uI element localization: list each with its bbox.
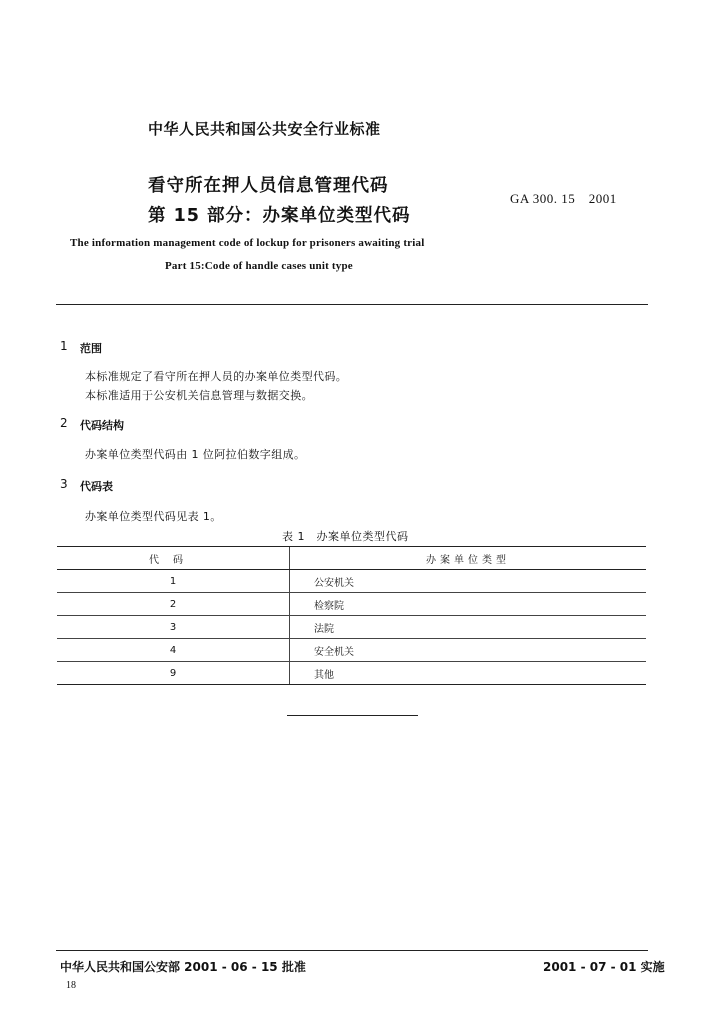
section-1-title: 范围 (80, 342, 102, 355)
cell-unit-type: 其他 (290, 662, 647, 685)
english-title-line1: The information management code of lockup for prisoners awaiting trial (70, 237, 425, 249)
standard-title-line2: 第 15 部分：办案单位类型代码 (148, 206, 411, 226)
org-title: 中华人民共和国公共安全行业标准 (148, 120, 381, 138)
cell-unit-type: 检察院 (290, 593, 647, 616)
cell-code: 1 (57, 570, 290, 593)
standard-code: GA 300. 15 2001 (510, 191, 617, 206)
section-2-title: 代码结构 (80, 419, 124, 432)
top-divider (56, 304, 648, 305)
english-title-line2: Part 15:Code of handle cases unit type (165, 260, 353, 272)
cell-unit-type: 公安机关 (290, 570, 647, 593)
bottom-divider (56, 950, 648, 951)
section-3-paragraph-1: 办案单位类型代码见表 1。 (85, 510, 222, 523)
cell-code: 3 (57, 616, 290, 639)
header-code: 代码 (57, 547, 290, 570)
header-unit-type: 办案单位类型 (290, 547, 647, 570)
table-row (57, 616, 646, 639)
standard-title-line1: 看守所在押人员信息管理代码 (148, 176, 389, 196)
table-row (57, 662, 646, 685)
section-3-title: 代码表 (80, 480, 113, 493)
cell-code: 2 (57, 593, 290, 616)
section-1-paragraph-1: 本标准规定了看守所在押人员的办案单位类型代码。 (85, 370, 348, 383)
table-caption: 表 1 办案单位类型代码 (282, 530, 409, 543)
approval-date: 中华人民共和国公安部 2001 - 06 - 15 批准 (60, 960, 306, 974)
cell-code: 4 (57, 639, 290, 662)
section-1-paragraph-2: 本标准适用于公安机关信息管理与数据交换。 (85, 389, 313, 402)
table-header-row (57, 547, 646, 570)
section-1-number: 1 (60, 339, 68, 353)
section-2-number: 2 (60, 416, 68, 430)
section-3-number: 3 (60, 477, 68, 491)
code-table (57, 546, 646, 685)
effective-date: 2001 - 07 - 01 实施 (543, 960, 665, 974)
cell-code: 9 (57, 662, 290, 685)
section-2-paragraph-1: 办案单位类型代码由 1 位阿拉伯数字组成。 (85, 448, 306, 461)
cell-unit-type: 法院 (290, 616, 647, 639)
table-row (57, 570, 646, 593)
table-row (57, 593, 646, 616)
page-number: 18 (66, 980, 76, 991)
end-of-text-rule (287, 715, 418, 716)
cell-unit-type: 安全机关 (290, 639, 647, 662)
table-row (57, 639, 646, 662)
